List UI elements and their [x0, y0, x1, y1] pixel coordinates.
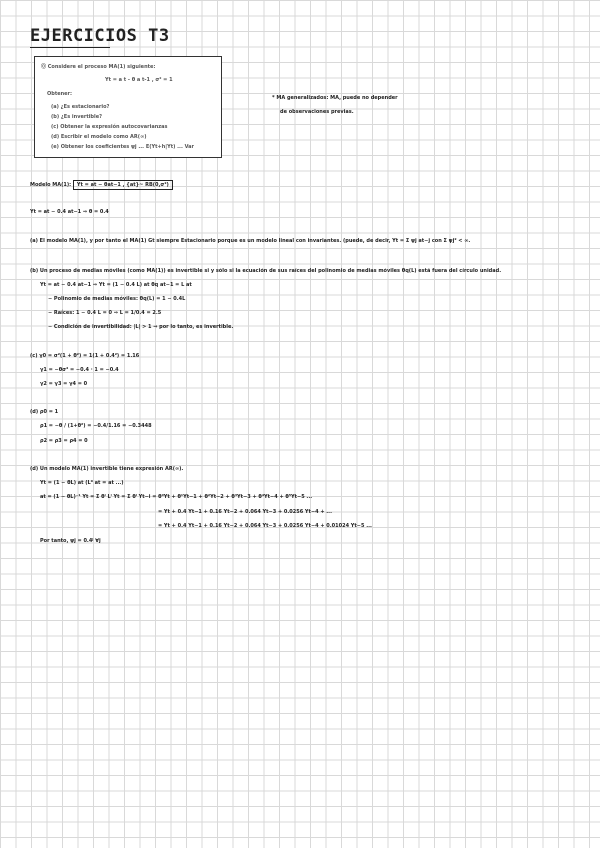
- side-note-line-1: * MA generalizados: MA, puede no depender: [272, 95, 398, 101]
- statement-item-a: (a) ¿Es estacionario?: [51, 104, 110, 110]
- section-c-line-1: (c) γ0 = σ²(1 + θ²) = 1(1 + 0.4²) = 1.16: [30, 353, 140, 359]
- section-d1-line-1: (d) ρ0 = 1: [30, 409, 59, 415]
- section-d2-line-6: Por tanto, ψj = 0.4ʲ ∀j: [40, 538, 101, 544]
- side-note-line-2: de observaciones previas.: [280, 109, 354, 115]
- statement-item-e: (e) Obtener los coeficientes ψj ... E(Yt+h|Yt) ... Var: [51, 144, 195, 150]
- section-d1-line-3: ρ2 = ρ3 = ρ4 = 0: [40, 438, 88, 444]
- section-b-line-2: Yt = at − 0.4 at−1 ⇒ Yt = (1 − 0.4 L) at θq at−1 = L at: [40, 282, 192, 288]
- section-0-line-1: Yt = at − 0.4 at−1 ⇒ θ = 0.4: [30, 209, 109, 215]
- section-b-line-1: (b) Un proceso de medias móviles (como MA(1)) es invertible si y sólo si la ecuación de sus raíces del polinomio de medias móviles θq(L) está fuera del círculo unidad.: [30, 268, 502, 274]
- section-d2-line-4: = Yt + 0.4 Yt−1 + 0.16 Yt−2 + 0.064 Yt−3 + 0.0256 Yt−4 + ...: [158, 509, 332, 515]
- model-boxed-formula: Yt = at − θat−1 , {at}~ RB(0,σ²): [73, 180, 173, 190]
- section-a-line-1: (a) El modelo MA(1), y por tanto el MA(1) Gt siempre Estacionario porque es un modelo lineal con invariantes. (puede, de decir, Yt = Σ ψj at−j con Σ ψj² < ∞.: [30, 238, 471, 244]
- section-d2-line-5: = Yt + 0.4 Yt−1 + 0.16 Yt−2 + 0.064 Yt−3 + 0.0256 Yt−4 + 0.01024 Yt−5 ...: [158, 523, 372, 529]
- section-b-line-3: − Polinomio de medias móviles: θq(L) = 1 − 0.4L: [48, 296, 186, 302]
- model-line: [30, 180, 173, 190]
- statement-line-1: ⓪ Considere el proceso MA(1) siguiente:: [41, 64, 156, 70]
- statement-item-c: (c) Obtener la expresión autocovarianzas: [51, 124, 168, 130]
- section-c-line-3: γ2 = γ3 = γ4 = 0: [40, 381, 88, 387]
- model-label: Modelo MA(1):: [30, 182, 72, 188]
- statement-equation: Yt = a t - θ a t-1 , σ² = 1: [105, 77, 173, 83]
- section-d2-line-3: at = (1 − θL)⁻¹ Yt = Σ θⁱ Lⁱ Yt = Σ θⁱ Yt−i = θ⁰Yt + θ¹Yt−1 + θ²Yt−2 + θ³Yt−3 + θ⁴Yt−4 + θ⁵Yt−5 ...: [40, 494, 313, 500]
- page-title: EJERCICIOS T3: [30, 26, 170, 46]
- statement-item-b: (b) ¿Es invertible?: [51, 114, 103, 120]
- section-c-line-2: γ1 = −θσ² = −0.4 · 1 = −0.4: [40, 367, 119, 373]
- section-d1-line-2: ρ1 = −θ / (1+θ²) = −0.4/1.16 = −0.3448: [40, 423, 152, 429]
- statement-obtain: Obtener:: [47, 91, 73, 97]
- statement-item-d: (d) Escribir el modelo como AR(∞): [51, 134, 147, 140]
- statement-box: [34, 56, 222, 158]
- section-b-line-5: − Condición de invertibilidad: |L| > 1 ⇒ por lo tanto, es invertible.: [48, 324, 234, 330]
- section-d2-line-1: (d) Un modelo MA(1) invertible tiene expresión AR(∞).: [30, 466, 184, 472]
- title-underline: [30, 47, 110, 48]
- section-d2-line-2: Yt = (1 − θL) at (L⁰ at = at ...): [40, 480, 124, 486]
- section-b-line-4: − Raíces: 1 − 0.4 L = 0 ⇒ L = 1/0.4 = 2.5: [48, 310, 162, 316]
